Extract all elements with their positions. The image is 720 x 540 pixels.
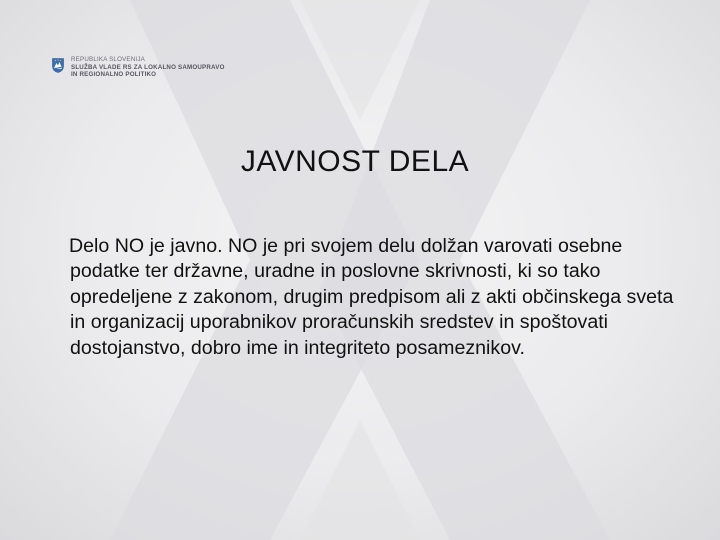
logo-text	[71, 56, 225, 79]
organization-logo	[52, 56, 225, 79]
logo-line-policy: IN REGIONALNO POLITIKO	[71, 71, 157, 79]
logo-line-country: REPUBLIKA SLOVENIJA	[71, 56, 145, 63]
slovenian-coat-of-arms-icon	[52, 58, 64, 73]
logo-line-office: SLUŽBA VLADE RS ZA LOKALNO SAMOUPRAVO	[71, 63, 225, 71]
slide-title: JAVNOST DELA	[240, 145, 470, 178]
slide-body-text: Delo NO je javno. NO je pri svojem delu dolžan varovati osebne podatke ter državne, uradne in poslovne skrivnosti, ki so tako opredeljene z zakonom, drugim predpisom ali z akti občinskega sveta in organizacij uporabnikov proračunskih sredstev in spoštovati dostojanstvo, dobro ime in integriteto posameznikov.	[69, 235, 674, 359]
